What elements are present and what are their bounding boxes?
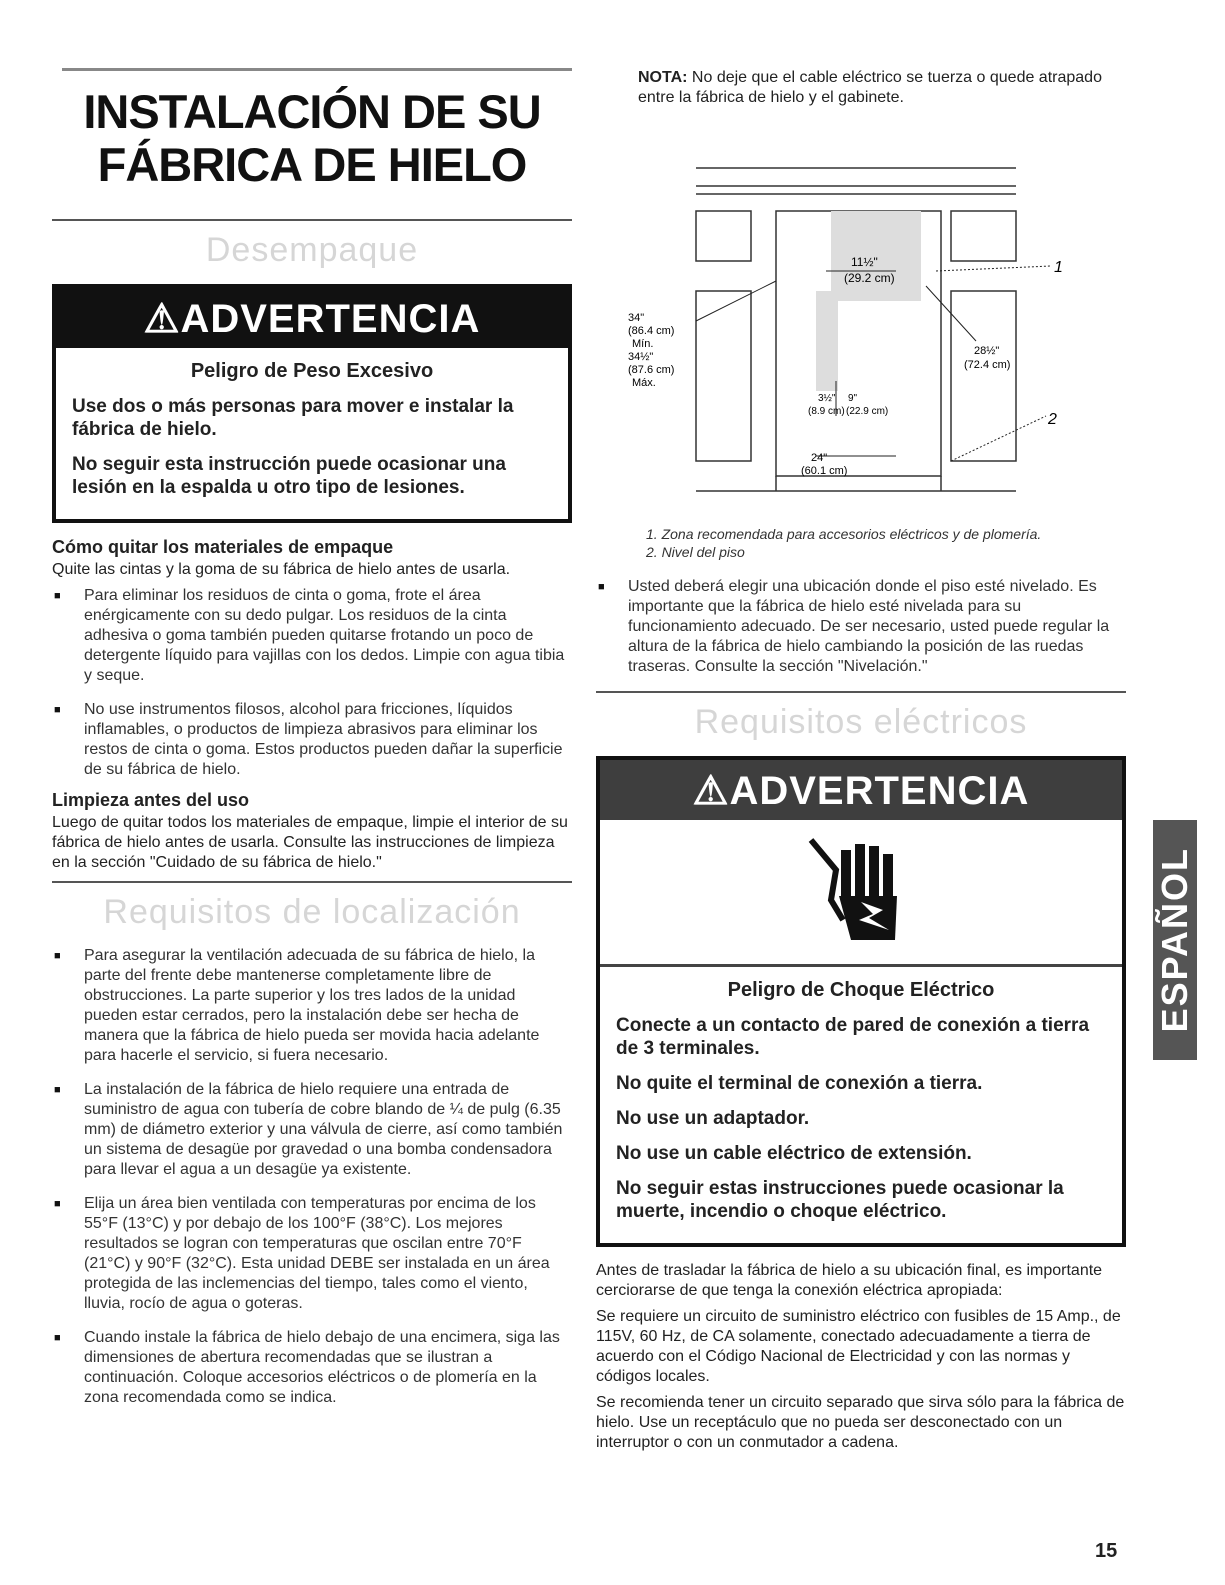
list-item: ■ Para asegurar la ventilación adecuada de su fábrica de hielo, la parte del frente debe mantenerse completamente libre de obstrucciones. La parte superior y los tres lados de la unidad pueden estar cerrados, pero la instalación debe ser hecha de manera que la fábrica de hielo pueda ser movida hacia adelante para hacerle el servicio, si fuera necesario.	[52, 946, 572, 1066]
warning-line: No seguir esta instrucción puede ocasionar una lesión en la espalda u otro tipo de lesiones.	[72, 454, 506, 498]
list-item: ■ La instalación de la fábrica de hielo requiere una entrada de suministro de agua con tubería de cobre blando de ¼ de pulg (6.35 mm) de diámetro exterior y una válvula de cierre, así como también un sistema de desagüe por gravedad o una bomba condensadora para llevar el agua a un desagüe ya existente.	[52, 1080, 572, 1180]
list-item: ■ Cuando instale la fábrica de hielo debajo de una encimera, siga las dimensiones de abertura recomendadas que se ilustran a continuación. Coloque accesorios eléctricos o de plomería en la zona recomendada como se indica.	[52, 1328, 572, 1408]
dim-top: 11½"	[851, 255, 878, 269]
callout-2: 2	[1048, 411, 1057, 428]
weight-warning-box	[52, 284, 572, 523]
dim-top-cm: (29.2 cm)	[844, 271, 895, 285]
packaging-heading: Cómo quitar los materiales de empaque	[52, 537, 394, 557]
note-text: No deje que el cable eléctrico se tuerza o quede atrapado entre la fábrica de hielo y el gabinete.	[638, 69, 1102, 106]
left-column	[52, 68, 572, 1422]
dim-small2: 9"	[848, 393, 858, 404]
section-heading-location: Requisitos de localización	[103, 893, 521, 931]
legend-item: 1. Zona recomendada para accesorios eléctricos y de plomería.	[646, 526, 1042, 542]
dim-height-min: Mín.	[632, 338, 654, 350]
level-list	[596, 577, 1126, 677]
language-side-tab	[1153, 820, 1197, 1060]
warning-subtitle: Peligro de Choque Eléctrico	[727, 979, 995, 1001]
warning-subtitle: Peligro de Peso Excesivo	[190, 360, 434, 382]
section-heading-unpack: Desempaque	[205, 231, 419, 269]
title-line1: INSTALACIÓN DE SU	[83, 85, 541, 138]
top-rule	[62, 68, 572, 71]
dim-depth-cm: (60.1 cm)	[801, 465, 848, 477]
packaging-intro: Quite las cintas y la goma de su fábrica de hielo antes de usarla.	[52, 561, 511, 578]
plumbing-zone-shade	[816, 291, 838, 391]
callout-1: 1	[1054, 259, 1063, 276]
legend-item: 2. Nivel del piso	[646, 544, 745, 560]
list-item: ■ Para eliminar los residuos de cinta o goma, frote el área enérgicamente con su dedo pulgar. Los residuos de la cinta adhesiva o goma también pueden quitarse frotando un poco de detergente líquido para vajillas con los dedos. Limpie con agua tibia y seque.	[52, 586, 572, 686]
dim-small1: 3½"	[818, 393, 836, 404]
dim-height: 34"	[628, 312, 645, 324]
dim-width	[851, 515, 867, 516]
dim-height-cm: (86.4 cm)	[628, 325, 675, 337]
warning-line: No quite el terminal de conexión a tierra.	[616, 1073, 983, 1094]
electric-shock-icon	[600, 820, 1122, 967]
warning-banner: ⚠ADVERTENCIA	[56, 288, 568, 348]
dim-height-max: Máx.	[632, 377, 656, 389]
cleaning-text: Luego de quitar todos los materiales de empaque, limpie el interior de su fábrica de hielo antes de usarla. Consulte las instrucciones de limpieza en la sección "Cuidado de su fábrica de hielo."	[52, 814, 568, 871]
title-line2: FÁBRICA DE HIELO	[97, 138, 527, 191]
side-tab-label: ESPAÑOL	[1154, 847, 1195, 1033]
cleaning-heading: Limpieza antes del uso	[52, 790, 250, 810]
section-rule	[596, 691, 1126, 693]
note-label: NOTA:	[638, 69, 688, 86]
electric-warning-box	[596, 756, 1126, 1247]
section-rule	[52, 881, 572, 883]
diagram-legend	[596, 525, 1126, 561]
dim-right: 28½"	[974, 345, 1000, 357]
note	[596, 68, 1126, 108]
dim-right-cm: (72.4 cm)	[964, 359, 1011, 371]
cabinet-diagram	[596, 116, 1126, 516]
list-item: ■ Elija un área bien ventilada con temperaturas por encima de los 55°F (13°C) y por debajo de los 100°F (38°C). Los mejores resultados se logran con temperaturas que oscilan entre 70°F (21°C) y 90°F (32°C). Esta unidad DEBE ser instalada en un área protegida de las inclemencias del tiempo, tales como el viento, lluvia, rocío de agua o goteras.	[52, 1194, 572, 1314]
section-rule	[52, 219, 572, 221]
page-number: 15	[1095, 1540, 1118, 1562]
warning-banner: ⚠ADVERTENCIA	[600, 760, 1122, 820]
warning-line: No use un adaptador.	[616, 1108, 810, 1129]
warning-line: No seguir estas instrucciones puede ocasionar la muerte, incendio o choque eléctrico.	[616, 1178, 1064, 1222]
dim-depth: 24"	[811, 452, 828, 464]
list-item: ■ No use instrumentos filosos, alcohol para fricciones, líquidos inflamables, o productos de limpieza abrasivos para eliminar los restos de cinta o goma. Estos productos pueden dañar la superficie de su fábrica de hielo.	[52, 700, 572, 780]
electrical-paragraph: Se requiere un circuito de suministro eléctrico con fusibles de 15 Amp., de 115V, 60 Hz, de CA solamente, conectado adecuadamente a tierra de acuerdo con el Código Nacional de Electricidad y con las normas y códigos locales.	[596, 1308, 1121, 1385]
warning-line: Use dos o más personas para mover e instalar la fábrica de hielo.	[72, 396, 514, 440]
electrical-paragraph: Se recomienda tener un circuito separado que sirva sólo para la fábrica de hielo. Use un receptáculo que no pueda ser desconectado con un interruptor o con un conmutador a cadena.	[596, 1394, 1125, 1451]
right-column	[596, 68, 1126, 1459]
section-heading-electrical: Requisitos eléctricos	[694, 703, 1028, 741]
hand-lightning-icon	[801, 830, 921, 950]
list-item: ■ Usted deberá elegir una ubicación donde el piso esté nivelado. Es importante que la fábrica de hielo esté nivelada para su funcionamiento adecuado. De ser necesario, usted puede regular la altura de la fábrica de hielo cambiando la posición de las ruedas traseras. Consulte la sección "Nivelación."	[596, 577, 1126, 677]
location-list	[52, 946, 572, 1408]
dim-height2: 34½"	[628, 351, 654, 363]
warning-line: Conecte a un contacto de pared de conexión a tierra de 3 terminales.	[616, 1015, 1090, 1059]
electrical-paragraph: Antes de trasladar la fábrica de hielo a su ubicación final, es importante cerciorarse de que tenga la conexión eléctrica apropiada:	[596, 1262, 1103, 1299]
packaging-list	[52, 586, 572, 780]
dim-small2-cm: (22.9 cm)	[846, 406, 889, 417]
dim-height2-cm: (87.6 cm)	[628, 364, 675, 376]
warning-line: No use un cable eléctrico de extensión.	[616, 1143, 972, 1164]
dim-small1-cm: (8.9 cm)	[808, 406, 845, 417]
page-title	[52, 85, 572, 191]
electrical-text	[596, 1261, 1126, 1453]
